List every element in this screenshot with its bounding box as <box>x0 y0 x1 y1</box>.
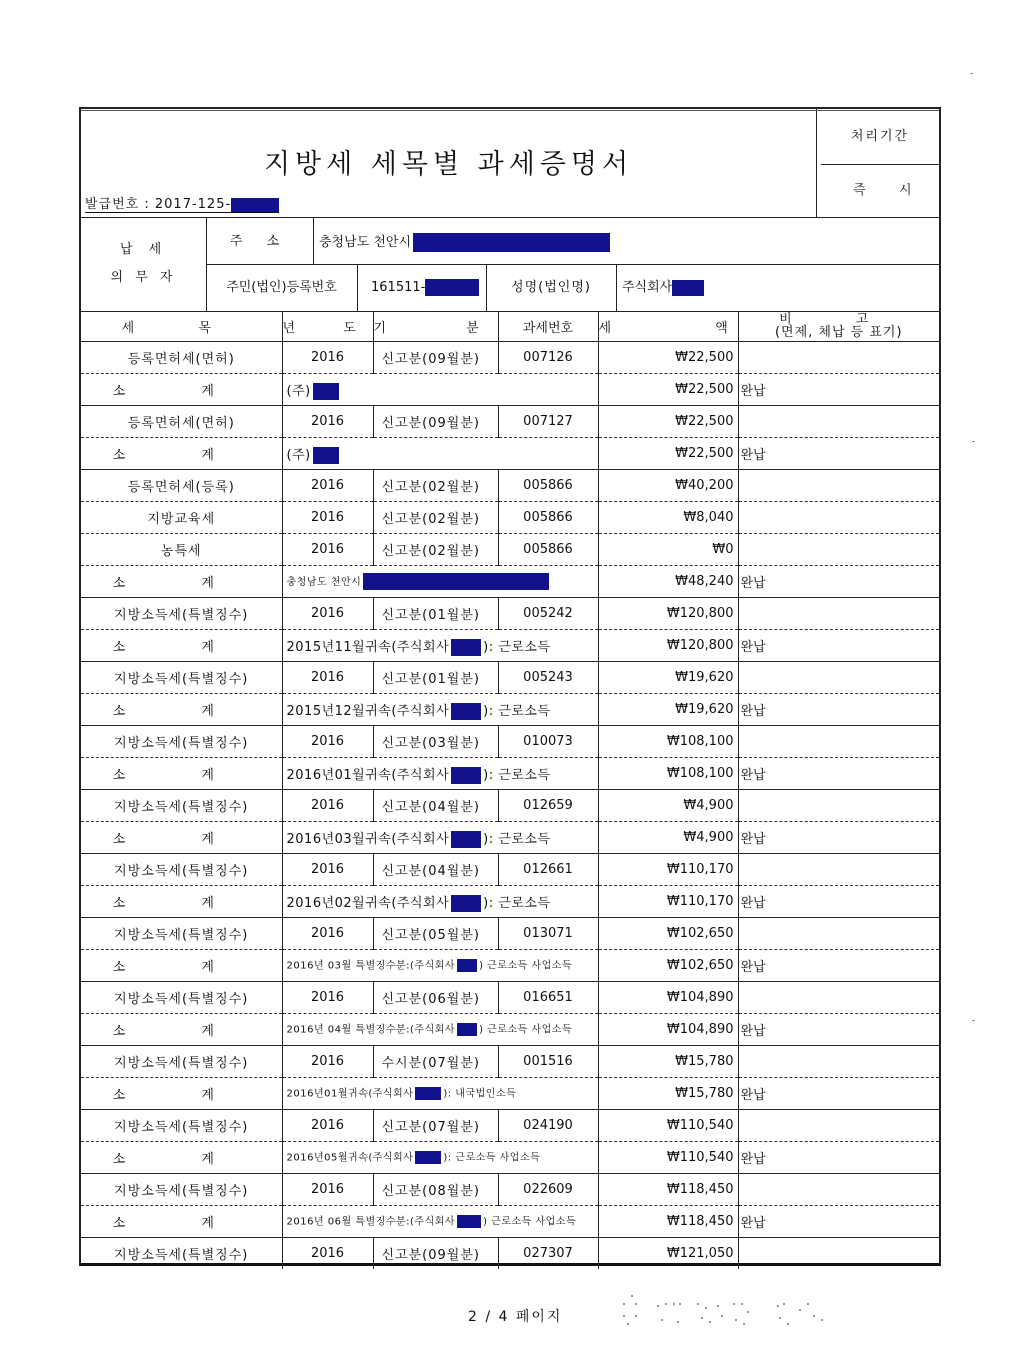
subtotal-amount: ₩4,900 <box>598 822 738 854</box>
divider <box>616 264 617 311</box>
filing-period: 신고분(04월분) <box>373 790 498 822</box>
description-tail: ): 근로소득 사업소득 <box>443 1152 541 1164</box>
subtotal-label: 소 계 <box>81 758 282 790</box>
tax-item-name: 등록면허세(면허) <box>81 406 282 438</box>
tax-year: 2016 <box>282 918 373 950</box>
tax-amount: ₩110,540 <box>598 1110 738 1142</box>
tax-year: 2016 <box>282 1238 373 1270</box>
description-tail: ): 근로소득 <box>483 767 551 783</box>
tax-number: 016651 <box>498 982 598 1014</box>
filing-period: 신고분(08월분) <box>373 1174 498 1206</box>
subtotal-description <box>282 1206 598 1238</box>
subtotal-label: 소 계 <box>81 374 282 406</box>
ledger-subtotal-row <box>81 950 939 982</box>
tax-item-name: 지방교육세 <box>81 502 282 534</box>
tax-year: 2016 <box>282 1174 373 1206</box>
subtotal-label: 소 계 <box>81 886 282 918</box>
tax-year: 2016 <box>282 598 373 630</box>
description-tail: ): 근로소득 <box>483 831 551 847</box>
subtotal-description-text <box>287 1087 598 1100</box>
redaction-mark <box>451 895 481 912</box>
redaction-mark <box>413 233 610 252</box>
subtotal-label: 소 계 <box>81 566 282 598</box>
tax-number: 010073 <box>498 726 598 758</box>
subtotal-description-text <box>287 1215 598 1228</box>
filing-period: 신고분(01월분) <box>373 598 498 630</box>
tax-number: 012661 <box>498 854 598 886</box>
ledger-item-row <box>81 1238 939 1270</box>
divider <box>357 264 358 311</box>
divider <box>821 164 939 165</box>
issue-number <box>85 193 279 213</box>
filing-period: 신고분(02월분) <box>373 470 498 502</box>
tax-year: 2016 <box>282 342 373 374</box>
tax-amount: ₩120,800 <box>598 598 738 630</box>
taxpayer-label-line2: 의 무 자 <box>110 270 177 285</box>
subtotal-description <box>282 950 598 982</box>
description-head: 2015년11월귀속(주식회사 <box>286 639 450 655</box>
description-tail: ) 근로소득 사업소득 <box>483 1216 577 1228</box>
description-head: 2016년03월귀속(주식회사 <box>286 831 450 847</box>
tax-amount: ₩110,170 <box>598 854 738 886</box>
ledger-subtotal-row <box>81 566 939 598</box>
subtotal-description <box>282 630 598 662</box>
memo <box>738 726 939 758</box>
tax-amount: ₩22,500 <box>598 406 738 438</box>
memo <box>738 1110 939 1142</box>
tax-amount: ₩104,890 <box>598 982 738 1014</box>
filing-period: 신고분(02월분) <box>373 502 498 534</box>
redaction-mark <box>415 1151 441 1164</box>
tax-amount: ₩0 <box>598 534 738 566</box>
ledger-subtotal-row <box>81 822 939 854</box>
ledger-subtotal-row <box>81 1206 939 1238</box>
tax-number: 005242 <box>498 598 598 630</box>
tax-certificate <box>79 107 941 1266</box>
description-tail: ) 근로소득 사업소득 <box>479 960 573 972</box>
subtotal-description-text <box>287 577 552 588</box>
memo <box>738 406 939 438</box>
subtotal-description <box>282 1142 598 1174</box>
tax-item-name: 지방소득세(특별징수) <box>81 854 282 886</box>
scan-artifact <box>970 73 973 74</box>
subtotal-label: 소 계 <box>81 630 282 662</box>
header-period: 기 분 <box>373 311 498 342</box>
subtotal-amount: ₩19,620 <box>598 694 738 726</box>
tax-year: 2016 <box>282 662 373 694</box>
payment-status: 완납 <box>738 758 939 790</box>
subtotal-description <box>282 758 598 790</box>
name-field <box>622 279 704 297</box>
subtotal-label: 소 계 <box>81 822 282 854</box>
memo <box>738 790 939 822</box>
subtotal-amount: ₩110,170 <box>598 886 738 918</box>
payment-status: 완납 <box>738 438 939 470</box>
filing-period: 신고분(01월분) <box>373 662 498 694</box>
ledger-item-row <box>81 534 939 566</box>
subtotal-description <box>282 886 598 918</box>
scan-artifact <box>972 1020 975 1021</box>
filing-period: 신고분(03월분) <box>373 726 498 758</box>
filing-period: 신고분(09월분) <box>373 1238 498 1270</box>
subtotal-amount: ₩22,500 <box>598 438 738 470</box>
subtotal-description-text <box>287 704 551 719</box>
redaction-mark <box>457 959 477 972</box>
subtotal-description <box>282 374 598 406</box>
tax-number: 024190 <box>498 1110 598 1142</box>
redaction-mark <box>415 1087 441 1100</box>
tax-year: 2016 <box>282 790 373 822</box>
subtotal-label: 소 계 <box>81 1014 282 1046</box>
filing-period: 신고분(02월분) <box>373 534 498 566</box>
issue-number-label: 발급번호 : 2017-125- <box>85 197 232 212</box>
page-indicator: 2 / 4 페이지 <box>468 1309 563 1325</box>
address-value: 충청남도 천안시 <box>319 235 412 250</box>
registration-field <box>371 279 479 297</box>
tax-year: 2016 <box>282 406 373 438</box>
tax-number: 007126 <box>498 342 598 374</box>
filing-period: 신고분(04월분) <box>373 854 498 886</box>
ledger-subtotal-row <box>81 694 939 726</box>
tax-amount: ₩15,780 <box>598 1046 738 1078</box>
header-amount: 세 액 <box>598 311 738 342</box>
description-tail: ): 근로소득 <box>483 639 551 655</box>
ledger-subtotal-row <box>81 1142 939 1174</box>
subtotal-amount: ₩108,100 <box>598 758 738 790</box>
payment-status: 완납 <box>738 630 939 662</box>
tax-amount: ₩102,650 <box>598 918 738 950</box>
tax-amount: ₩108,100 <box>598 726 738 758</box>
tax-year: 2016 <box>282 502 373 534</box>
memo <box>738 1046 939 1078</box>
subtotal-description <box>282 822 598 854</box>
ledger-item-row <box>81 1046 939 1078</box>
tax-amount: ₩4,900 <box>598 790 738 822</box>
tax-item-name: 농특세 <box>81 534 282 566</box>
subtotal-description-text <box>287 896 551 911</box>
subtotal-label: 소 계 <box>81 1078 282 1110</box>
payment-status: 완납 <box>738 374 939 406</box>
ledger-item-row <box>81 470 939 502</box>
processing-value-left: 즉 <box>853 183 866 198</box>
tax-number: 022609 <box>498 1174 598 1206</box>
redaction-mark <box>425 279 479 296</box>
tax-item-name: 지방소득세(특별징수) <box>81 662 282 694</box>
ledger-subtotal-row <box>81 630 939 662</box>
name-label: 성명(법인명) <box>511 280 591 295</box>
address-label: 주 소 <box>229 234 290 249</box>
divider <box>206 264 939 265</box>
name-value: 주식회사 <box>622 280 673 295</box>
title-region <box>81 109 817 217</box>
redaction-mark <box>231 198 279 212</box>
memo <box>738 502 939 534</box>
tax-amount: ₩19,620 <box>598 662 738 694</box>
tax-amount: ₩121,050 <box>598 1238 738 1270</box>
ledger-item-row <box>81 342 939 374</box>
tax-year: 2016 <box>282 982 373 1014</box>
ledger-item-row <box>81 662 939 694</box>
subtotal-label: 소 계 <box>81 1142 282 1174</box>
payment-status: 완납 <box>738 1014 939 1046</box>
subtotal-description <box>282 1014 598 1046</box>
processing-value-right: 시 <box>899 183 912 198</box>
payment-status: 완납 <box>738 694 939 726</box>
payment-status: 완납 <box>738 950 939 982</box>
filing-period: 수시분(07월분) <box>373 1046 498 1078</box>
processing-period-label: 처리기간 <box>850 129 910 144</box>
tax-number: 007127 <box>498 406 598 438</box>
ledger-item-row <box>81 1110 939 1142</box>
tax-year: 2016 <box>282 1046 373 1078</box>
registration-value: 161511- <box>371 280 426 295</box>
tax-item-name: 지방소득세(특별징수) <box>81 790 282 822</box>
taxpayer-label-line1: 납 세 <box>119 242 168 257</box>
redaction-mark <box>451 767 481 784</box>
tax-year: 2016 <box>282 726 373 758</box>
subtotal-description-text <box>287 1023 598 1036</box>
payment-status: 완납 <box>738 886 939 918</box>
tax-number: 005866 <box>498 534 598 566</box>
subtotal-description-text <box>287 384 341 399</box>
ledger-header-row <box>81 311 939 342</box>
description-head: 2016년 03월 특별징수분:(주식회사 <box>286 960 456 972</box>
tax-number: 013071 <box>498 918 598 950</box>
memo <box>738 1238 939 1270</box>
filing-period: 신고분(09월분) <box>373 342 498 374</box>
ledger-body <box>81 311 939 1269</box>
header-tax-number: 과세번호 <box>498 311 598 342</box>
ledger-item-row <box>81 918 939 950</box>
subtotal-description <box>282 566 598 598</box>
payment-status: 완납 <box>738 566 939 598</box>
description-tail: ): 근로소득 <box>483 703 551 719</box>
tax-item-name: 지방소득세(특별징수) <box>81 982 282 1014</box>
ledger-item-row <box>81 982 939 1014</box>
tax-year: 2016 <box>282 854 373 886</box>
memo <box>738 1174 939 1206</box>
subtotal-amount: ₩22,500 <box>598 374 738 406</box>
ledger-subtotal-row <box>81 1078 939 1110</box>
description-tail: ) 근로소득 사업소득 <box>479 1024 573 1036</box>
memo <box>738 982 939 1014</box>
tax-item-name: 지방소득세(특별징수) <box>81 1238 282 1270</box>
tax-amount: ₩8,040 <box>598 502 738 534</box>
subtotal-label: 소 계 <box>81 1206 282 1238</box>
tax-number: 005866 <box>498 470 598 502</box>
memo <box>738 470 939 502</box>
tax-item-name: 등록면허세(등록) <box>81 470 282 502</box>
tax-number: 027307 <box>498 1238 598 1270</box>
ledger-subtotal-row <box>81 374 939 406</box>
subtotal-amount: ₩104,890 <box>598 1014 738 1046</box>
tax-amount: ₩118,450 <box>598 1174 738 1206</box>
redaction-mark <box>457 1215 481 1228</box>
memo <box>738 662 939 694</box>
tax-item-name: 지방소득세(특별징수) <box>81 1110 282 1142</box>
tax-item-name: 등록면허세(면허) <box>81 342 282 374</box>
filing-period: 신고분(09월분) <box>373 406 498 438</box>
address-field <box>319 233 610 252</box>
description-head: 2016년01월귀속(주식회사 <box>286 767 450 783</box>
filing-period: 신고분(06월분) <box>373 982 498 1014</box>
subtotal-description <box>282 694 598 726</box>
description-head: 2016년01월귀속(주식회사 <box>286 1088 414 1100</box>
subtotal-label: 소 계 <box>81 694 282 726</box>
tax-item-name: 지방소득세(특별징수) <box>81 1046 282 1078</box>
document-title: 지방세 세목별 과세증명서 <box>263 149 634 180</box>
subtotal-amount: ₩48,240 <box>598 566 738 598</box>
memo <box>738 534 939 566</box>
memo <box>738 598 939 630</box>
subtotal-amount: ₩102,650 <box>598 950 738 982</box>
memo <box>738 342 939 374</box>
ledger-item-row <box>81 502 939 534</box>
subtotal-amount: ₩118,450 <box>598 1206 738 1238</box>
payment-status: 완납 <box>738 822 939 854</box>
subtotal-description <box>282 1078 598 1110</box>
tax-item-name: 지방소득세(특별징수) <box>81 1174 282 1206</box>
tax-item-name: 지방소득세(특별징수) <box>81 598 282 630</box>
scan-watermark-dots <box>618 1292 838 1332</box>
payment-status: 완납 <box>738 1078 939 1110</box>
payment-status: 완납 <box>738 1206 939 1238</box>
ledger-item-row <box>81 598 939 630</box>
redaction-mark <box>451 831 481 848</box>
registration-label: 주민(법인)등록번호 <box>226 280 337 295</box>
ledger-subtotal-row <box>81 1014 939 1046</box>
tax-year: 2016 <box>282 1110 373 1142</box>
ledger-subtotal-row <box>81 886 939 918</box>
filing-period: 신고분(07월분) <box>373 1110 498 1142</box>
tax-item-name: 지방소득세(특별징수) <box>81 726 282 758</box>
redaction-mark <box>672 280 704 296</box>
subtotal-amount: ₩120,800 <box>598 630 738 662</box>
description-head: 충청남도 천안시 <box>286 576 362 588</box>
redaction-mark <box>451 639 481 656</box>
description-head: (주) <box>286 383 311 399</box>
description-head: 2015년12월귀속(주식회사 <box>286 703 450 719</box>
ledger-item-row <box>81 406 939 438</box>
header-item: 세 목 <box>81 311 282 342</box>
description-head: 2016년05월귀속(주식회사 <box>286 1152 414 1164</box>
description-head: 2016년 06월 특별징수분:(주식회사 <box>286 1216 456 1228</box>
subtotal-amount: ₩110,540 <box>598 1142 738 1174</box>
payment-status: 완납 <box>738 1142 939 1174</box>
redaction-mark <box>363 573 549 590</box>
tax-number: 005866 <box>498 502 598 534</box>
divider <box>81 217 939 218</box>
tax-number: 001516 <box>498 1046 598 1078</box>
subtotal-description-text <box>287 448 341 463</box>
subtotal-description-text <box>287 640 551 655</box>
memo <box>738 918 939 950</box>
ledger-table <box>81 311 939 1269</box>
tax-year: 2016 <box>282 470 373 502</box>
divider <box>313 217 314 264</box>
ledger-item-row <box>81 854 939 886</box>
tax-year: 2016 <box>282 534 373 566</box>
description-head: 2016년 04월 특별징수분:(주식회사 <box>286 1024 456 1036</box>
tax-amount: ₩22,500 <box>598 342 738 374</box>
redaction-mark <box>451 703 481 720</box>
ledger-item-row <box>81 1174 939 1206</box>
ledger-item-row <box>81 790 939 822</box>
subtotal-description-text <box>287 768 551 783</box>
subtotal-description <box>282 438 598 470</box>
description-head: 2016년02월귀속(주식회사 <box>286 895 450 911</box>
subtotal-label: 소 계 <box>81 438 282 470</box>
redaction-mark <box>313 447 339 464</box>
filing-period: 신고분(05월분) <box>373 918 498 950</box>
subtotal-amount: ₩15,780 <box>598 1078 738 1110</box>
subtotal-description-text <box>287 832 551 847</box>
redaction-mark <box>313 383 339 400</box>
ledger-subtotal-row <box>81 758 939 790</box>
subtotal-description-text <box>287 959 598 972</box>
scan-artifact <box>972 441 975 442</box>
subtotal-label: 소 계 <box>81 950 282 982</box>
description-head: (주) <box>286 447 311 463</box>
processing-period-value <box>821 167 939 215</box>
ledger-item-row <box>81 726 939 758</box>
memo <box>738 854 939 886</box>
ledger-subtotal-row <box>81 438 939 470</box>
tax-amount: ₩40,200 <box>598 470 738 502</box>
header-year: 년 도 <box>282 311 373 342</box>
tax-item-name: 지방소득세(특별징수) <box>81 918 282 950</box>
description-tail: ): 근로소득 <box>483 895 551 911</box>
tax-number: 012659 <box>498 790 598 822</box>
description-tail: ): 내국법인소득 <box>443 1088 517 1100</box>
tax-number: 005243 <box>498 662 598 694</box>
redaction-mark <box>457 1023 477 1036</box>
header-memo: 비 고 (면제, 체납 등 표기) <box>738 311 939 342</box>
subtotal-description-text <box>287 1151 598 1164</box>
